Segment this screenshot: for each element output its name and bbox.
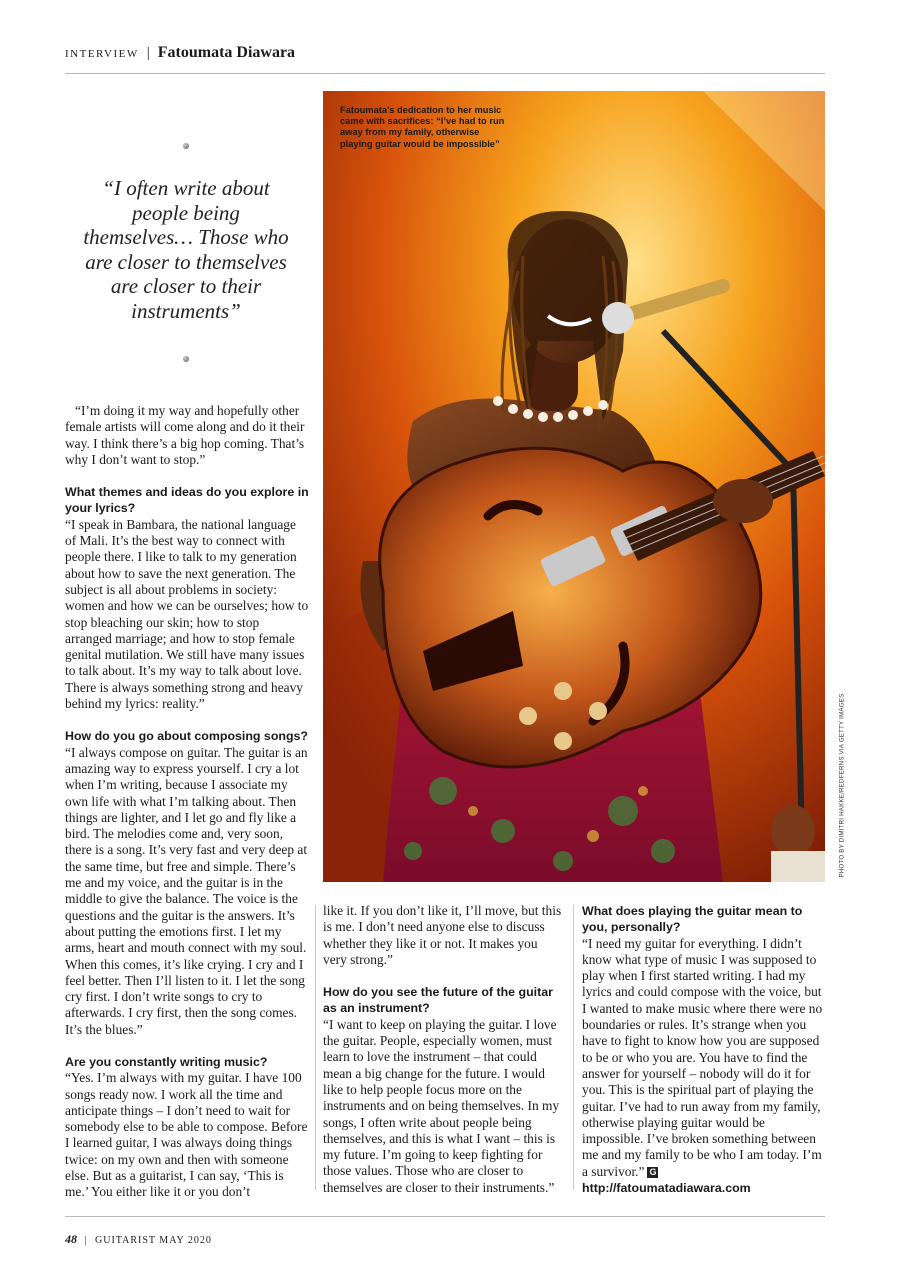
column-divider-1 [315,905,316,1190]
magazine-issue: GUITARIST MAY 2020 [95,1235,212,1246]
end-mark-icon: G [649,1166,657,1177]
footer-separator: | [84,1235,88,1246]
question-composing: How do you go about composing songs? [65,729,308,744]
performer-photo [323,91,825,882]
article-column-2 [323,903,563,1196]
answer-themes: “I speak in Bambara, the national language of Mali. It’s the best way to connect with people there. I like to talk to my generation about how to save the next generation. The subject is all about problems in society: women and how we can be ourselves; how to stop bleaching our skin; how to stop arranged marriage; and how to stop female genital mutilation. We still have many issues to talk about. It’s my way to talk about love. There is always something strong and heavy behind my lyrics: reality.” [65,516,309,712]
article-subject: Fatoumata Diawara [157,44,296,61]
column-divider-2 [573,905,574,1190]
photo-credit [826,693,846,882]
answer-meaning-wrap [582,936,826,1180]
artist-website-link[interactable]: http://fatoumatadiawara.com [582,1181,751,1196]
intro-paragraph: “I’m doing it my way and hopefully other female artists will come along and do it their way. I think there’s a big hop coming. That’s why I don’t want to stop.” [65,403,305,467]
header-rule [65,73,825,74]
answer-writing: “Yes. I’m always with my guitar. I have 100 songs ready now. I work all the time and anticipate things – I don’t need to wait for somebody else to be able to compose. Before I learned guitar, I was always doing things twice: on my own and then with someone else. But as a guitarist, I can say, ‘This is me.’ You either like it or you don’t [65,1070,308,1200]
pullquote-bottom-ornament [183,356,189,362]
article-column-1 [65,403,309,1201]
section-label: INTERVIEW [65,48,139,60]
question-future: How do you see the future of the guitar as an instrument? [323,985,553,1016]
photo-caption: Fatoumata’s dedication to her music came with sacrifices: “I’ve had to run away from my family, otherwise playing guitar would be impossible” [340,105,505,149]
concert-illustration [323,91,825,882]
page-number: 48 [65,1232,77,1246]
running-header [65,44,825,64]
answer-composing: “I always compose on guitar. The guitar is an amazing way to express yourself. I cry a lot when I’m writing, because I associate my own life with what I’m talking about. Then things are lighter, and I let go and fly like a bird. The melodies come and, very soon, there is a song. It’s very fast and very deep at the same time, but free and simple. There’s me and my voice, and the guitar is in the middle to give the balance. The voice is the questions and the guitar is the answers. It’s about putting the emotions first. I let my arms, heart and mouth connect with my soul. When this comes, it’s like crying. I cry and I feel better. Then I’ll listen to it. I let the song cry first. I don’t write songs to cry to afterwards. I cry first, then the song comes. It’s the blues.” [65,744,308,1037]
question-meaning: What does playing the guitar mean to you, personally? [582,904,803,935]
footer-rule [65,1216,825,1217]
pullquote-top-ornament [183,143,189,149]
header-separator: | [146,45,150,61]
question-writing: Are you constantly writing music? [65,1054,268,1069]
answer-writing-continued: like it. If you don’t like it, I’ll move, but this is me. I don’t need anyone else to discuss whether they like it or not. It makes you very strong.” [323,903,562,967]
answer-meaning: “I need my guitar for everything. I didn’t know what type of music I was supposed to play when I first started writing. I had my lyrics and could compose with the voice, but I wanted to make music where there were no boundaries or rules. It’s strange when you have to fight to know how you are supposed to be or who you are. You have to find the answer for yourself – nobody will do it for you. This is the spiritual part of playing the guitar. I’ve had to run away from my family, otherwise playing guitar would be impossible. I’ve broken something between me and my family to be who I am today. I’m a survivor.” [582,935,823,1179]
question-themes: What themes and ideas do you explore in your lyrics? [65,485,309,516]
pull-quote: “I often write about people being themselves… Those who are closer to themselves are closer to their instruments” [83,176,289,323]
photo-credit-text: PHOTO BY DIMITRI HAKKE/REDFERNS VIA GETTY IMAGES [838,693,846,878]
answer-future: “I want to keep on playing the guitar. I love the guitar. People, especially women, must learn to love the instrument – that could mean a big change for the future. I would like to help people focus more on the instruments and on being themselves. In my songs, I often write about people being themselves, and this is what I want – this is my future. I’m going to keep fighting for those values. Those who are closer to themselves are closer to their instruments.” [323,1016,560,1195]
article-column-3 [582,903,826,1196]
page-footer [65,1232,212,1247]
